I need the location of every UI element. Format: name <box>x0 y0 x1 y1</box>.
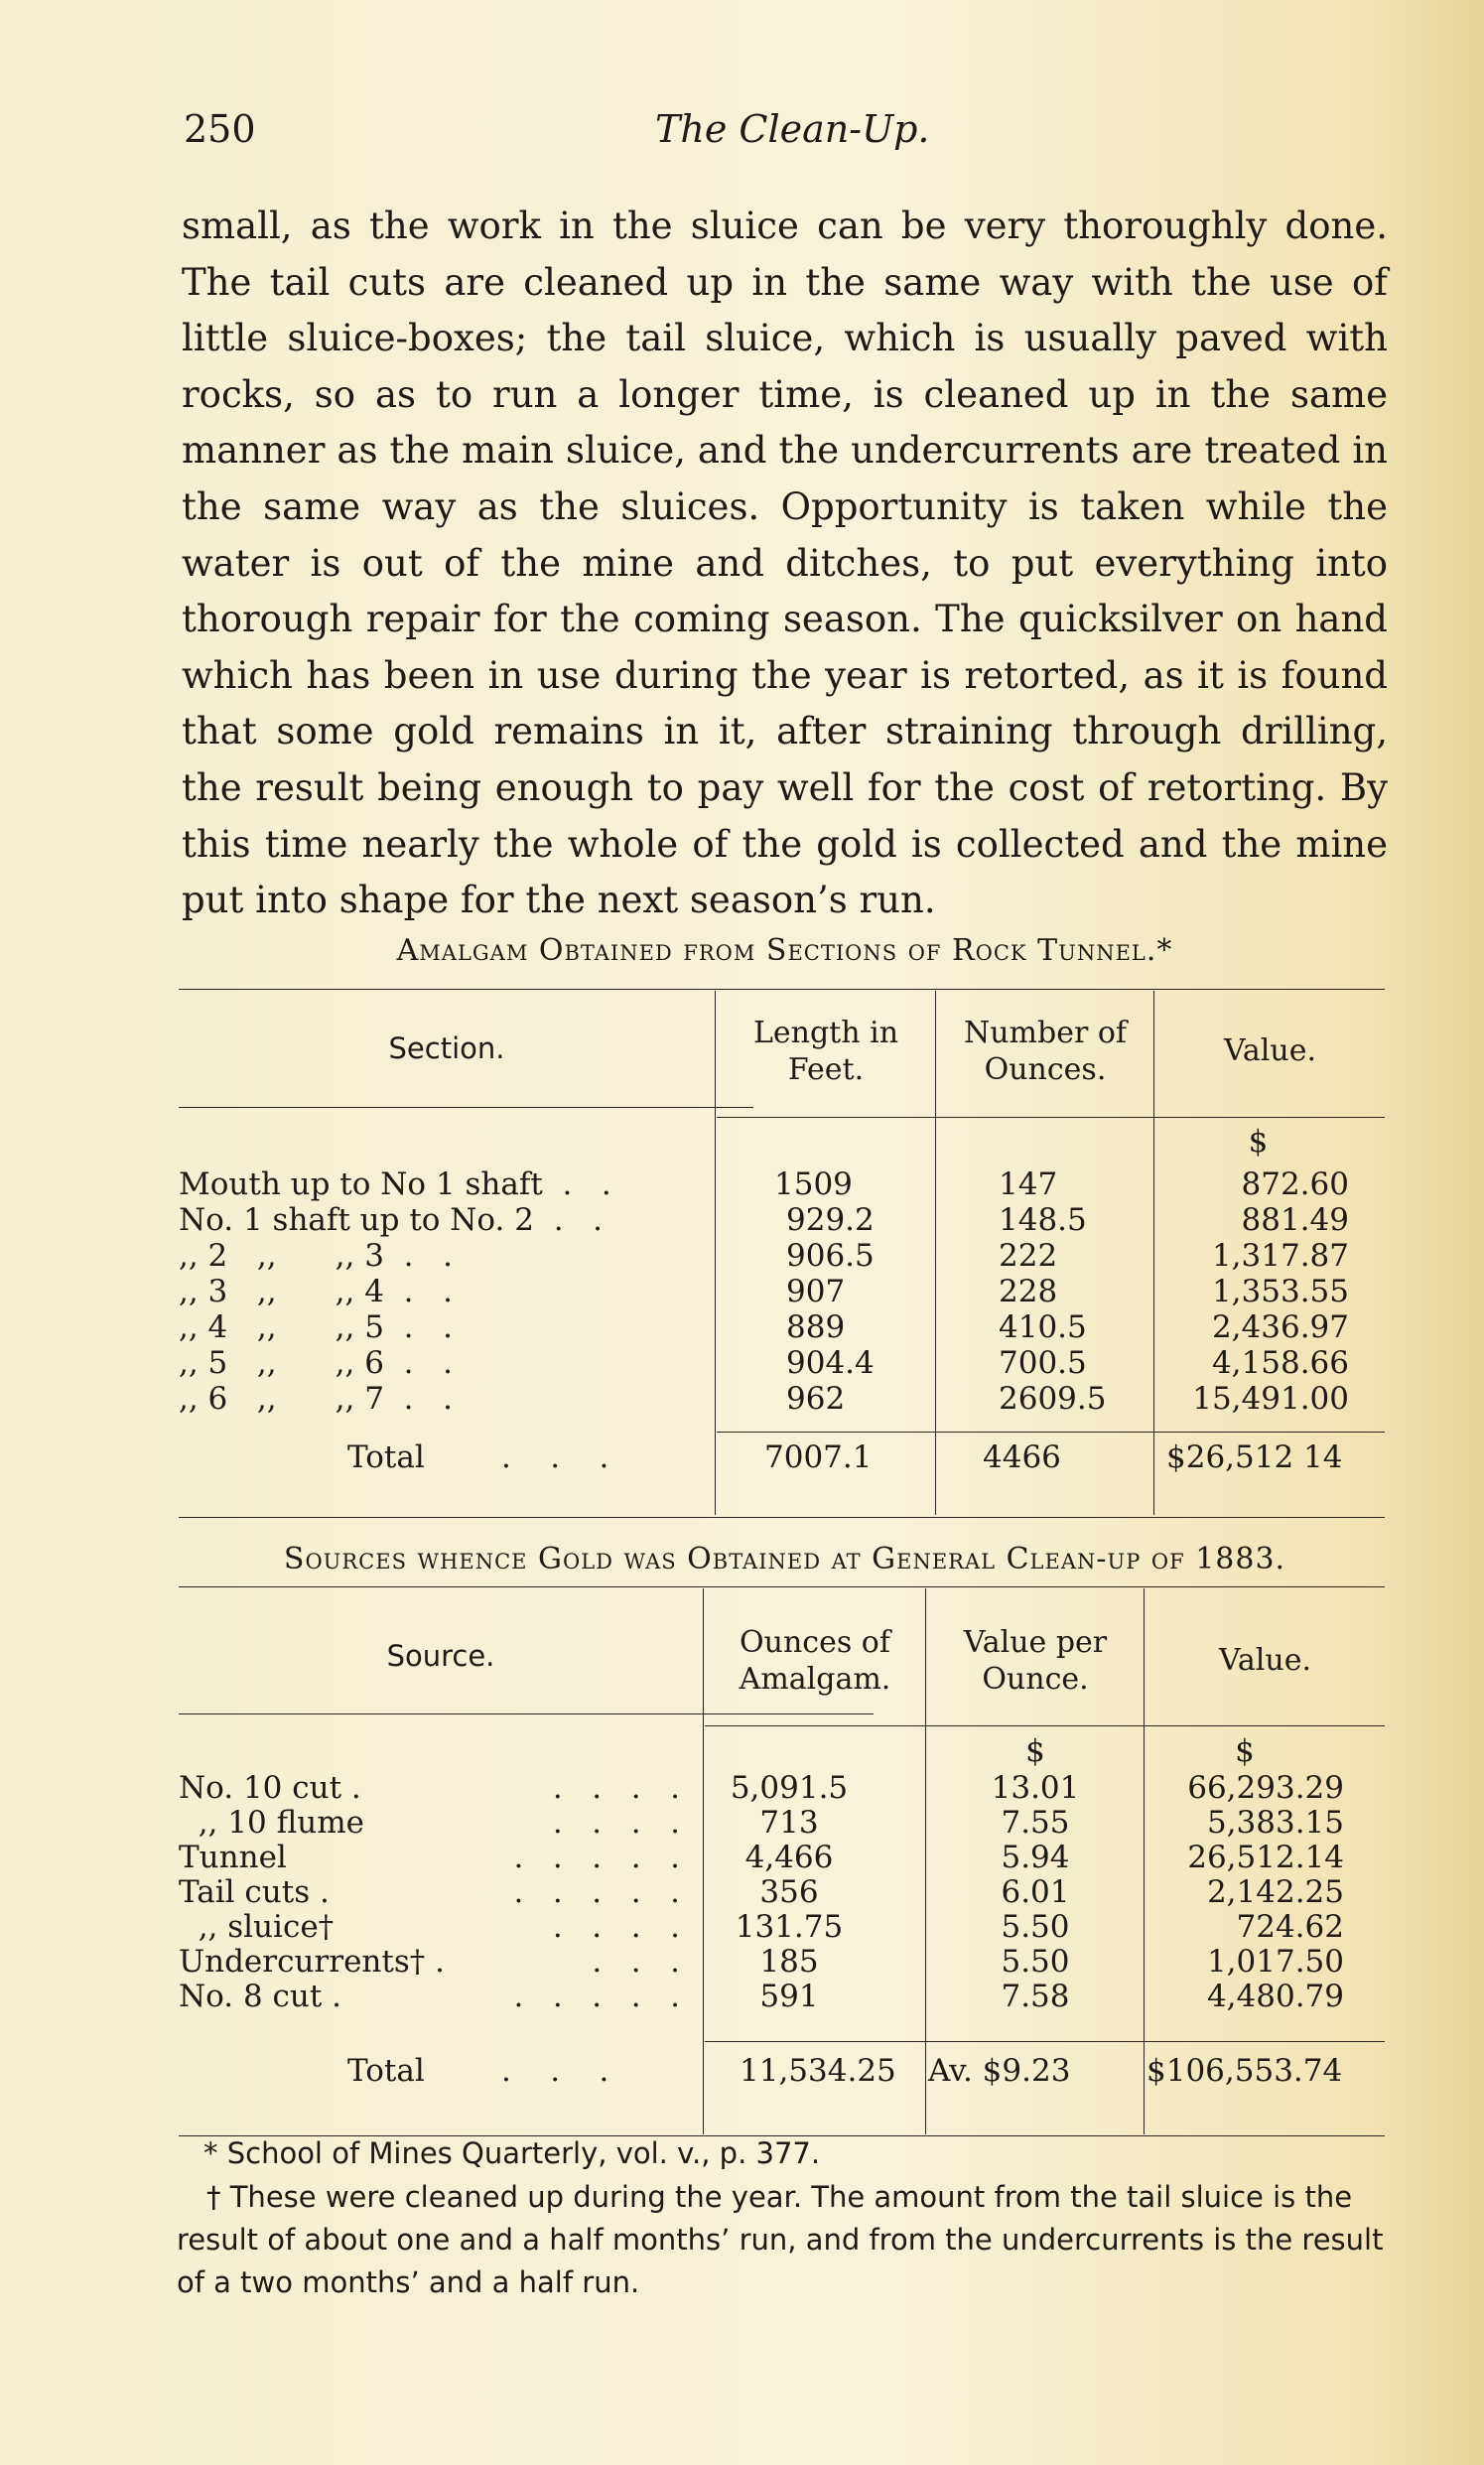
cell-ounces: 228 <box>999 1274 1058 1309</box>
table-row <box>179 1274 1385 1309</box>
cell-value: 2,436.97 <box>1211 1309 1349 1345</box>
cell-value: 2,142.25 <box>1206 1874 1344 1910</box>
cell-ounces: 222 <box>999 1238 1058 1274</box>
cell-value: 15,491.00 <box>1192 1381 1349 1417</box>
cell-source: Tunnel <box>179 1840 287 1875</box>
cell-section: ,, 4 ,, ,, 5 . . <box>179 1309 453 1345</box>
cell-dots: . . . . <box>552 1909 680 1945</box>
cell-value-per-ounce: 5.50 <box>1001 1909 1070 1945</box>
cell-source: No. 8 cut . <box>179 1979 342 2014</box>
total-value: $106,553.74 <box>1147 2053 1343 2089</box>
table2-currency-row <box>179 1733 1385 1769</box>
cell-ounces: 185 <box>759 1944 819 1980</box>
cell-value: 881.49 <box>1241 1202 1349 1238</box>
cell-dots: . . . . . <box>513 1874 680 1910</box>
table2-header-source: Source. <box>386 1639 495 1673</box>
cell-source: ,, 10 flume <box>179 1805 364 1841</box>
cell-value: 5,383.15 <box>1206 1805 1344 1841</box>
cell-section: Mouth up to No 1 shaft . . <box>179 1166 611 1202</box>
cell-value: 872.60 <box>1241 1166 1349 1202</box>
table-row <box>179 1874 1385 1910</box>
table2-header-rule-left <box>179 1713 874 1714</box>
cell-ounces: 700.5 <box>999 1345 1087 1381</box>
cell-ounces: 4,466 <box>744 1840 834 1875</box>
table1-header-ounces: Number of Ounces. <box>963 1016 1128 1087</box>
table1-header-section: Section. <box>388 1031 505 1065</box>
table2-total-rule <box>705 2041 1385 2042</box>
table-row <box>179 1381 1385 1417</box>
cell-length: 929.2 <box>786 1202 875 1238</box>
cell-ounces: 410.5 <box>999 1309 1087 1345</box>
table1-currency-row <box>179 1124 1385 1160</box>
body-paragraph: small, as the work in the sluice can be very thoroughly done. The tail cuts are cleaned up in the same way with the use of little sluice-boxes; the tail sluice, which is usually paved with rocks, so as to run a longer time, is cleaned up in the same manner as the main sluice, and the undercurrents are treated in the same way as the sluices. Opportunity is taken while the water is out of the mine and ditches, to put everything into thorough repair for the coming season. The quicksilver on hand which has been in use during the year is retorted, as it is found that some gold remains in it, after straining through drilling, the result being enough to pay well for the cost of retorting. By this time nearly the whole of the gold is collected and the mine put into shape for the next season’s run. <box>182 205 1388 922</box>
cell-value: 1,353.55 <box>1211 1274 1349 1309</box>
table1-bottom-rule <box>179 1517 1385 1518</box>
cell-value: 724.62 <box>1236 1909 1344 1945</box>
table1-total-row <box>179 1439 1385 1475</box>
table1-header-value: Value. <box>1223 1033 1316 1068</box>
cell-length: 1509 <box>774 1166 853 1202</box>
table1-header-rule-right <box>717 1117 1385 1118</box>
cell-ounces: 148.5 <box>999 1202 1087 1238</box>
table2-header-value-per-ounce: Value per Ounce. <box>963 1625 1108 1697</box>
table-row <box>179 1238 1385 1274</box>
rock-tunnel-table <box>179 983 1385 1519</box>
cell-value-per-ounce: 5.50 <box>1001 1944 1070 1980</box>
table2-header-rule-right <box>705 1725 1385 1726</box>
table-row <box>179 1909 1385 1945</box>
cell-value-per-ounce: 7.58 <box>1001 1979 1070 2014</box>
currency-symbol: $ <box>1248 1124 1269 1160</box>
cell-ounces: 5,091.5 <box>730 1770 849 1806</box>
cell-section: ,, 5 ,, ,, 6 . . <box>179 1345 453 1381</box>
cell-dots: . . . . <box>552 1805 680 1841</box>
cell-dots: . . . . <box>552 1770 680 1806</box>
total-length: 7007.1 <box>764 1439 873 1475</box>
total-ounces: 11,534.25 <box>740 2053 896 2089</box>
currency-symbol-value: $ <box>1235 1733 1255 1769</box>
cell-length: 889 <box>786 1309 846 1345</box>
table-row <box>179 1309 1385 1345</box>
cell-section: ,, 6 ,, ,, 7 . . <box>179 1381 453 1417</box>
table1-header-length: Length in Feet. <box>752 1016 899 1087</box>
cell-value-per-ounce: 6.01 <box>1001 1874 1070 1910</box>
page-number: 250 <box>184 107 256 151</box>
table-row <box>179 1202 1385 1238</box>
cell-source: ,, sluice† <box>179 1909 335 1945</box>
table2-header-value: Value. <box>1218 1643 1311 1678</box>
total-ounces: 4466 <box>983 1439 1061 1475</box>
table2-caption: Sources whence Gold was Obtained at General Clean-up of 1883. <box>283 1542 1286 1576</box>
total-dots: . . . <box>501 1439 609 1475</box>
cell-ounces: 591 <box>759 1979 819 2014</box>
total-value: $26,512 14 <box>1166 1439 1343 1475</box>
currency-symbol-vpo: $ <box>1025 1733 1045 1769</box>
total-label: Total <box>347 1439 425 1475</box>
table1-caption: Amalgam Obtained from Sections of Rock Tunnel.* <box>396 933 1173 968</box>
table-row <box>179 1345 1385 1381</box>
cell-length: 906.5 <box>786 1238 875 1274</box>
page-header <box>179 107 1390 167</box>
cell-value: 4,480.79 <box>1206 1979 1344 2014</box>
cell-ounces: 713 <box>759 1805 819 1841</box>
cell-length: 904.4 <box>786 1345 875 1381</box>
cell-dots: . . . . . <box>513 1840 680 1875</box>
table2-top-rule <box>179 1586 1385 1587</box>
cell-section: No. 1 shaft up to No. 2 . . <box>179 1202 603 1238</box>
table-row <box>179 1840 1385 1875</box>
cell-value: 66,293.29 <box>1187 1770 1344 1806</box>
cell-source: No. 10 cut . <box>179 1770 361 1806</box>
cell-source: Tail cuts . <box>179 1874 330 1910</box>
cell-ounces: 147 <box>999 1166 1058 1202</box>
table2-header-ounces: Ounces of Amalgam. <box>739 1625 891 1697</box>
table1-header-rule-left <box>179 1107 753 1108</box>
total-value-per-ounce: Av. $9.23 <box>928 2053 1071 2089</box>
cell-source: Undercurrents† . <box>179 1944 445 1980</box>
table-row <box>179 1166 1385 1202</box>
table-row <box>179 1805 1385 1841</box>
cell-value: 1,317.87 <box>1211 1238 1349 1274</box>
running-title: The Clean-Up. <box>655 107 930 151</box>
cell-section: ,, 3 ,, ,, 4 . . <box>179 1274 453 1309</box>
cell-ounces: 131.75 <box>735 1909 844 1945</box>
cell-ounces: 2609.5 <box>999 1381 1107 1417</box>
table-row <box>179 1770 1385 1806</box>
cell-value-per-ounce: 7.55 <box>1001 1805 1070 1841</box>
cell-value-per-ounce: 13.01 <box>991 1770 1080 1806</box>
cell-ounces: 356 <box>759 1874 819 1910</box>
table1-total-rule <box>717 1432 1385 1433</box>
cell-dots: . . . <box>592 1944 680 1980</box>
cell-value-per-ounce: 5.94 <box>1001 1840 1070 1875</box>
table2-total-row <box>179 2053 1385 2089</box>
table1-top-rule <box>179 989 1385 990</box>
cell-value: 1,017.50 <box>1206 1944 1344 1980</box>
cell-value: 26,512.14 <box>1187 1840 1344 1875</box>
table-row <box>179 1944 1385 1980</box>
total-label: Total <box>347 2053 425 2089</box>
total-dots: . . . <box>501 2053 609 2089</box>
cell-value: 4,158.66 <box>1211 1345 1349 1381</box>
footnote-star: * School of Mines Quarterly, vol. v., p. 377. <box>203 2136 821 2170</box>
cell-section: ,, 2 ,, ,, 3 . . <box>179 1238 453 1274</box>
cell-dots: . . . . . <box>513 1979 680 2014</box>
cell-length: 907 <box>786 1274 846 1309</box>
table-row <box>179 1979 1385 2014</box>
footnote-dagger: † These were cleaned up during the year. The amount from the tail sluice is the result of about one and a half months’ run, and from the undercurrents is the result of a two months’ and a half run. <box>177 2180 1384 2299</box>
cell-length: 962 <box>786 1381 846 1417</box>
clean-up-sources-table <box>179 1586 1385 2142</box>
